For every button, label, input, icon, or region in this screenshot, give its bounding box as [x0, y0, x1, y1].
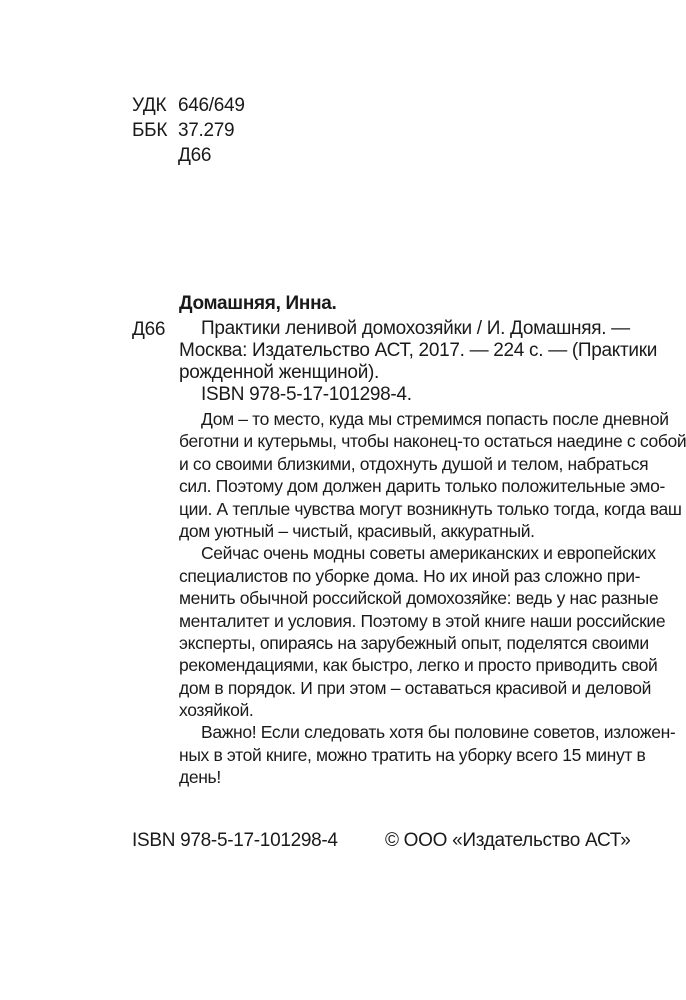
udk-value: 646/649 [178, 95, 245, 116]
bbk-label: ББК [132, 120, 168, 141]
annotation [179, 408, 686, 789]
bib-line: Практики ленивой домохозяйки / И. Домашняя. — [201, 318, 630, 339]
annotation-line: Сейчас очень модны советы американских и европейских [201, 543, 656, 564]
annotation-line: дом в порядок. И при этом – оставаться красивой и деловой [179, 677, 652, 698]
annotation-line: специалистов по уборке дома. Но их иной раз сложно при- [179, 565, 641, 586]
bbk-value: 37.279 [178, 120, 235, 141]
annotation-line: хозяйкой. [179, 700, 254, 721]
annotation-line: ных в этой книге, можно тратить на уборку всего 15 минут в [179, 744, 646, 765]
footer-isbn: ISBN 978-5-17-101298-4 [132, 830, 338, 851]
annotation-line: сил. Поэтому дом должен дарить только положительные эмо- [179, 476, 665, 497]
bibliographic-description [179, 318, 658, 384]
udk-label: УДК [132, 95, 167, 116]
footer-copyright: © ООО «Издательство АСТ» [385, 830, 631, 851]
udk-row [132, 93, 245, 118]
annotation-line: Дом – то место, куда мы стремимся попасть после дневной [201, 409, 669, 429]
catalog-isbn: ISBN 978-5-17-101298-4. [201, 384, 412, 405]
annotation-line: и со своими близкими, отдохнуть душой и телом, набраться [179, 453, 649, 474]
annotation-line: беготни и кутерьмы, чтобы наконец-то остаться наедине с собой [179, 431, 686, 452]
annotation-line: дом уютный – чистый, красивый, аккуратный. [179, 520, 535, 541]
bbk-row [132, 118, 245, 143]
author-mark-row [132, 143, 245, 168]
annotation-line: эксперты, опираясь на зарубежный опыт, поделятся своими [179, 632, 649, 653]
annotation-line: рекомендациями, как быстро, легко и просто приводить свой [179, 655, 658, 676]
annotation-line: менить обычной российской домохозяйке: ведь у нас разные [179, 588, 659, 609]
annotation-line: менталитет и условия. Поэтому в этой книге наши российские [179, 610, 666, 631]
bib-line: Москва: Издательство АСТ, 2017. — 224 с. — (Практики [179, 340, 658, 361]
author-mark: Д66 [178, 145, 212, 166]
catalog-author: Домашняя, Инна. [179, 293, 337, 314]
catalog-mark: Д66 [132, 319, 166, 340]
classification-block [132, 93, 245, 168]
annotation-line: день! [179, 767, 221, 788]
bib-line: рожденной женщиной). [179, 362, 380, 383]
annotation-line: ции. А теплые чувства могут возникнуть только тогда, когда ваш [179, 498, 682, 519]
annotation-line: Важно! Если следовать хотя бы половине советов, изложен- [201, 722, 676, 743]
